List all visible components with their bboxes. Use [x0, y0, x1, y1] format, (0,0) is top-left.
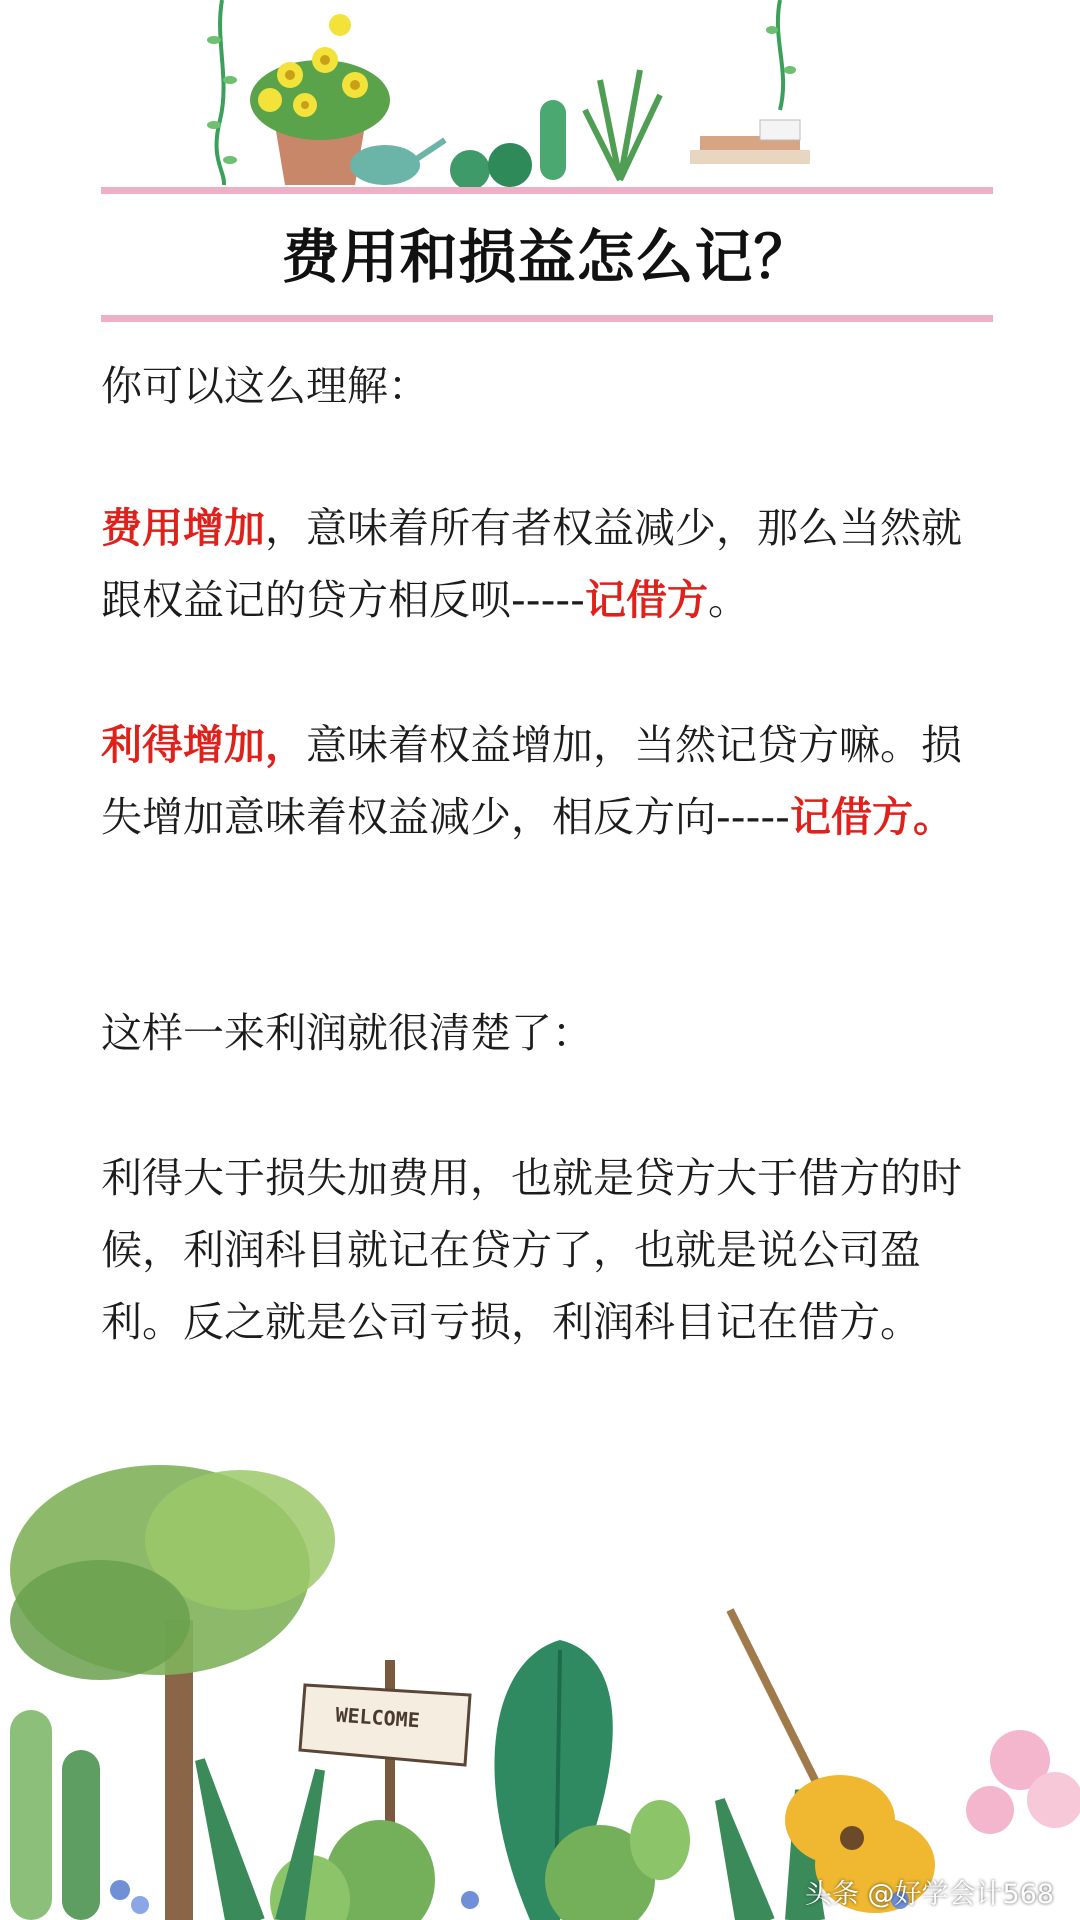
intro-text: 你可以这么理解：: [101, 362, 429, 410]
fern-icon: [585, 70, 660, 180]
expense-paragraph: [101, 492, 981, 636]
page-title: 费用和损益怎么记？: [281, 223, 813, 291]
vine-right-icon: [766, 0, 796, 110]
source-watermark: 头条 @好学会计568: [804, 1879, 1054, 1910]
cactus-group-icon: [270, 1800, 690, 1920]
expense-conclusion: 记借方: [584, 576, 708, 624]
gain-highlight: 利得增加，: [101, 721, 306, 769]
svg-text:WELCOME: WELCOME: [334, 1702, 421, 1733]
gain-text: 意味着权益增加，当然记贷方嘛。损失增加意味着权益减少，相反方向-----: [101, 721, 962, 841]
title-top-divider: [101, 187, 993, 194]
watering-can-icon: [350, 140, 445, 185]
expense-end: 。: [707, 576, 749, 624]
tall-cactus-icon: [10, 1710, 100, 1920]
tree-icon: [10, 1465, 335, 1920]
gain-conclusion: 记借方。: [789, 793, 954, 841]
expense-text: ，意味着所有者权益减少，那么当然就跟权益记的贷方相反呗-----: [101, 504, 962, 624]
welcome-sign-icon: [300, 1660, 470, 1840]
top-garden-illustration: [0, 0, 1080, 190]
books-icon: [690, 120, 810, 164]
vine-left-icon: [207, 0, 237, 185]
guitar-icon: [730, 1610, 935, 1913]
gain-paragraph: [101, 709, 981, 853]
cactus-icon: [450, 100, 566, 190]
expense-highlight: 费用增加: [101, 504, 265, 552]
bottom-garden-illustration: [0, 1460, 1080, 1920]
profit-intro-text: 这样一来利润就很清楚了：: [101, 1009, 593, 1057]
profit-paragraph: 利得大于损失加费用，也就是贷方大于借方的时候，利润科目就记在贷方了，也就是说公司盈利。反之就是公司亏损，利润科目记在借方。: [101, 1154, 962, 1346]
title-bottom-divider: [101, 315, 993, 322]
pink-flowers-icon: [966, 1730, 1080, 1834]
